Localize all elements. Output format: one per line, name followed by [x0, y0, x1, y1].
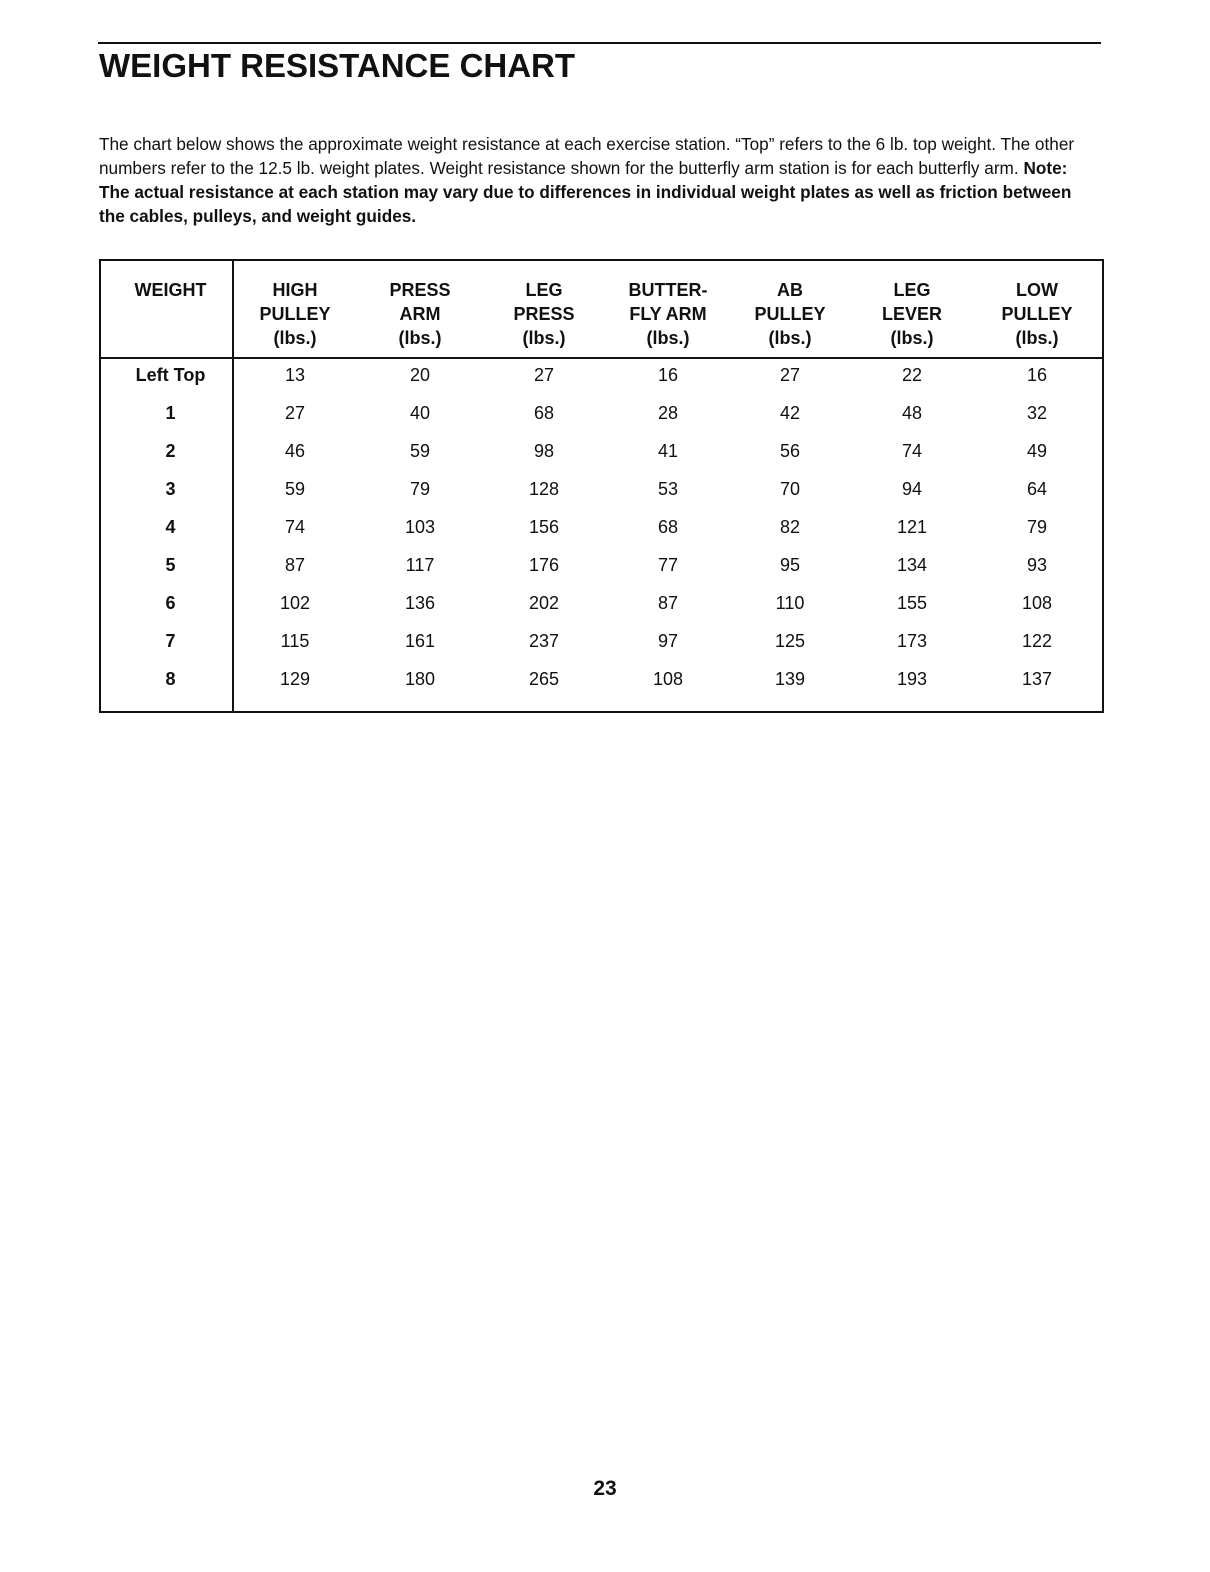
row-label: 6: [165, 593, 176, 613]
header-divider: [101, 357, 1102, 359]
row-label: 1: [165, 403, 176, 423]
table-cell: 68: [657, 517, 679, 537]
table-cell: 161: [404, 631, 436, 651]
table-cell: 74: [901, 441, 923, 461]
table-cell: 176: [528, 555, 560, 575]
table-cell: 87: [284, 555, 306, 575]
table-cell: 13: [284, 365, 306, 385]
weight-column-header: WEIGHT: [134, 280, 207, 300]
column-header: [479, 278, 609, 350]
column-header-line: (lbs.): [398, 328, 442, 348]
column-header-line: (lbs.): [890, 328, 934, 348]
table-cell: 137: [1021, 669, 1053, 689]
column-header-line: LOW: [1016, 280, 1058, 300]
table-cell: 82: [779, 517, 801, 537]
table-cell: 64: [1026, 479, 1048, 499]
column-header: [847, 278, 977, 350]
table-cell: 94: [901, 479, 923, 499]
table-cell: 41: [657, 441, 679, 461]
column-header-line: LEG: [893, 280, 931, 300]
table-cell: 173: [896, 631, 928, 651]
table-cell: 87: [657, 593, 679, 613]
table-cell: 27: [779, 365, 801, 385]
table-cell: 129: [279, 669, 311, 689]
table-cell: 98: [533, 441, 555, 461]
row-label: 8: [165, 669, 176, 689]
table-cell: 108: [1021, 593, 1053, 613]
table-cell: 32: [1026, 403, 1048, 423]
table-cell: 134: [896, 555, 928, 575]
row-label: 2: [165, 441, 176, 461]
column-header-line: HIGH: [272, 280, 318, 300]
table-cell: 136: [404, 593, 436, 613]
table-cell: 180: [404, 669, 436, 689]
column-header-line: (lbs.): [522, 328, 566, 348]
column-header-line: PULLEY: [1001, 304, 1073, 324]
table-cell: 93: [1026, 555, 1048, 575]
page-number: 23: [593, 1477, 617, 1500]
table-cell: 40: [409, 403, 431, 423]
column-header-line: (lbs.): [1015, 328, 1059, 348]
table-cell: 125: [774, 631, 806, 651]
column-header-line: PRESS: [389, 280, 451, 300]
column-header-line: LEVER: [881, 304, 942, 324]
table-cell: 59: [409, 441, 431, 461]
table-cell: 110: [775, 593, 805, 613]
column-header-line: (lbs.): [273, 328, 317, 348]
table-cell: 20: [409, 365, 431, 385]
table-cell: 128: [528, 479, 560, 499]
table-cell: 27: [533, 365, 555, 385]
table-cell: 28: [657, 403, 679, 423]
table-cell: 46: [284, 441, 306, 461]
column-header-line: PULLEY: [754, 304, 826, 324]
table-cell: 108: [652, 669, 684, 689]
table-cell: 59: [284, 479, 306, 499]
table-cell: 79: [409, 479, 431, 499]
row-label: 3: [165, 479, 176, 499]
page-title: WEIGHT RESISTANCE CHART: [99, 47, 576, 84]
row-label: Left Top: [135, 365, 206, 385]
table-cell: 74: [284, 517, 306, 537]
column-header: [725, 278, 855, 350]
table-cell: 48: [901, 403, 923, 423]
table-cell: 103: [404, 517, 436, 537]
intro-paragraph: [99, 132, 1099, 228]
column-header-line: LEG: [525, 280, 563, 300]
table-cell: 102: [279, 593, 311, 613]
table-cell: 49: [1026, 441, 1048, 461]
column-header: [355, 278, 485, 350]
table-cell: 77: [657, 555, 679, 575]
table-cell: 117: [405, 555, 435, 575]
table-cell: 202: [528, 593, 560, 613]
table-cell: 42: [779, 403, 801, 423]
table-cell: 193: [896, 669, 928, 689]
row-label: 5: [165, 555, 176, 575]
column-header: [972, 278, 1102, 350]
table-cell: 22: [901, 365, 923, 385]
column-header-line: ARM: [399, 304, 441, 324]
table-cell: 265: [528, 669, 560, 689]
column-header-line: (lbs.): [646, 328, 690, 348]
column-header-line: BUTTER-: [628, 280, 708, 300]
table-cell: 70: [779, 479, 801, 499]
table-cell: 79: [1026, 517, 1048, 537]
column-header: [230, 278, 360, 350]
table-cell: 68: [533, 403, 555, 423]
table-cell: 56: [779, 441, 801, 461]
top-rule: [98, 42, 1101, 44]
table-cell: 53: [657, 479, 679, 499]
table-cell: 139: [774, 669, 806, 689]
table-cell: 16: [657, 365, 679, 385]
table-cell: 27: [284, 403, 306, 423]
column-header-line: (lbs.): [768, 328, 812, 348]
table-cell: 155: [896, 593, 928, 613]
table-cell: 237: [528, 631, 560, 651]
table-cell: 122: [1021, 631, 1053, 651]
table-cell: 115: [280, 631, 310, 651]
table-cell: 121: [896, 517, 928, 537]
table-cell: 156: [528, 517, 560, 537]
column-header-line: PRESS: [513, 304, 575, 324]
column-header-line: PULLEY: [259, 304, 331, 324]
row-label: 4: [165, 517, 176, 537]
column-header-line: AB: [777, 280, 803, 300]
column-header-line: FLY ARM: [629, 304, 707, 324]
intro-note: Note: The actual resistance at each station may vary due to differences in individual weight plates as well as friction between the cables, pulleys, and weight guides.: [99, 158, 1072, 226]
table-cell: 95: [779, 555, 801, 575]
weight-resistance-table: [99, 259, 1104, 713]
intro-text: The chart below shows the approximate weight resistance at each exercise station. “Top” refers to the 6 lb. top weight. The other numbers refer to the 12.5 lb. weight plates. Weight resistance shown for the butterfly arm station is for each butterfly arm.: [99, 134, 1075, 178]
row-label: 7: [165, 631, 176, 651]
table-cell: 97: [657, 631, 679, 651]
column-header: [603, 278, 733, 350]
table-cell: 16: [1026, 365, 1048, 385]
